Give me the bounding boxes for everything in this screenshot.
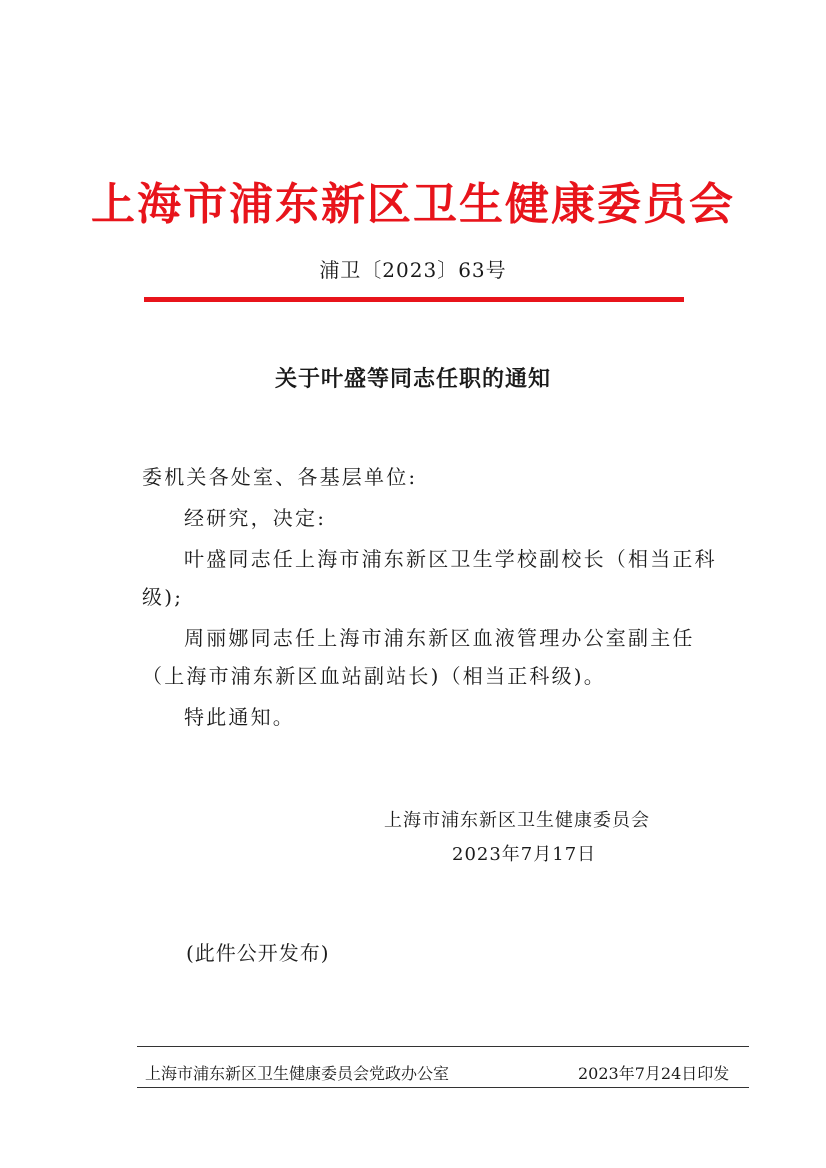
disclosure-note: (此件公开发布): [186, 941, 330, 965]
issuer-header: 上海市浦东新区卫生健康委员会: [91, 179, 735, 230]
appointment-1-line-2: 级);: [142, 585, 184, 609]
appointment-2-line-1: 周丽娜同志任上海市浦东新区血液管理办公室副主任: [184, 626, 695, 650]
appointment-1-line-1: 叶盛同志任上海市浦东新区卫生学校副校长（相当正科: [184, 547, 717, 571]
document-number: 浦卫〔2023〕63号: [319, 258, 507, 282]
salutation: 委机关各处室、各基层单位:: [142, 465, 418, 489]
footer-print-date: 2023年7月24日印发: [578, 1064, 730, 1083]
footer-top-rule: [137, 1046, 749, 1047]
footer-office: 上海市浦东新区卫生健康委员会党政办公室: [145, 1064, 450, 1083]
document-title: 关于叶盛等同志任职的通知: [274, 366, 551, 392]
signature-date: 2023年7月17日: [452, 844, 597, 865]
footer-bottom-rule: [137, 1087, 749, 1088]
closing-line: 特此通知。: [184, 705, 295, 729]
appointment-2-line-2: （上海市浦东新区血站副站长)（相当正科级)。: [142, 664, 607, 688]
intro-paragraph: 经研究，决定:: [184, 506, 327, 530]
red-separator-line: [144, 297, 684, 302]
signature-organization: 上海市浦东新区卫生健康委员会: [384, 810, 650, 831]
